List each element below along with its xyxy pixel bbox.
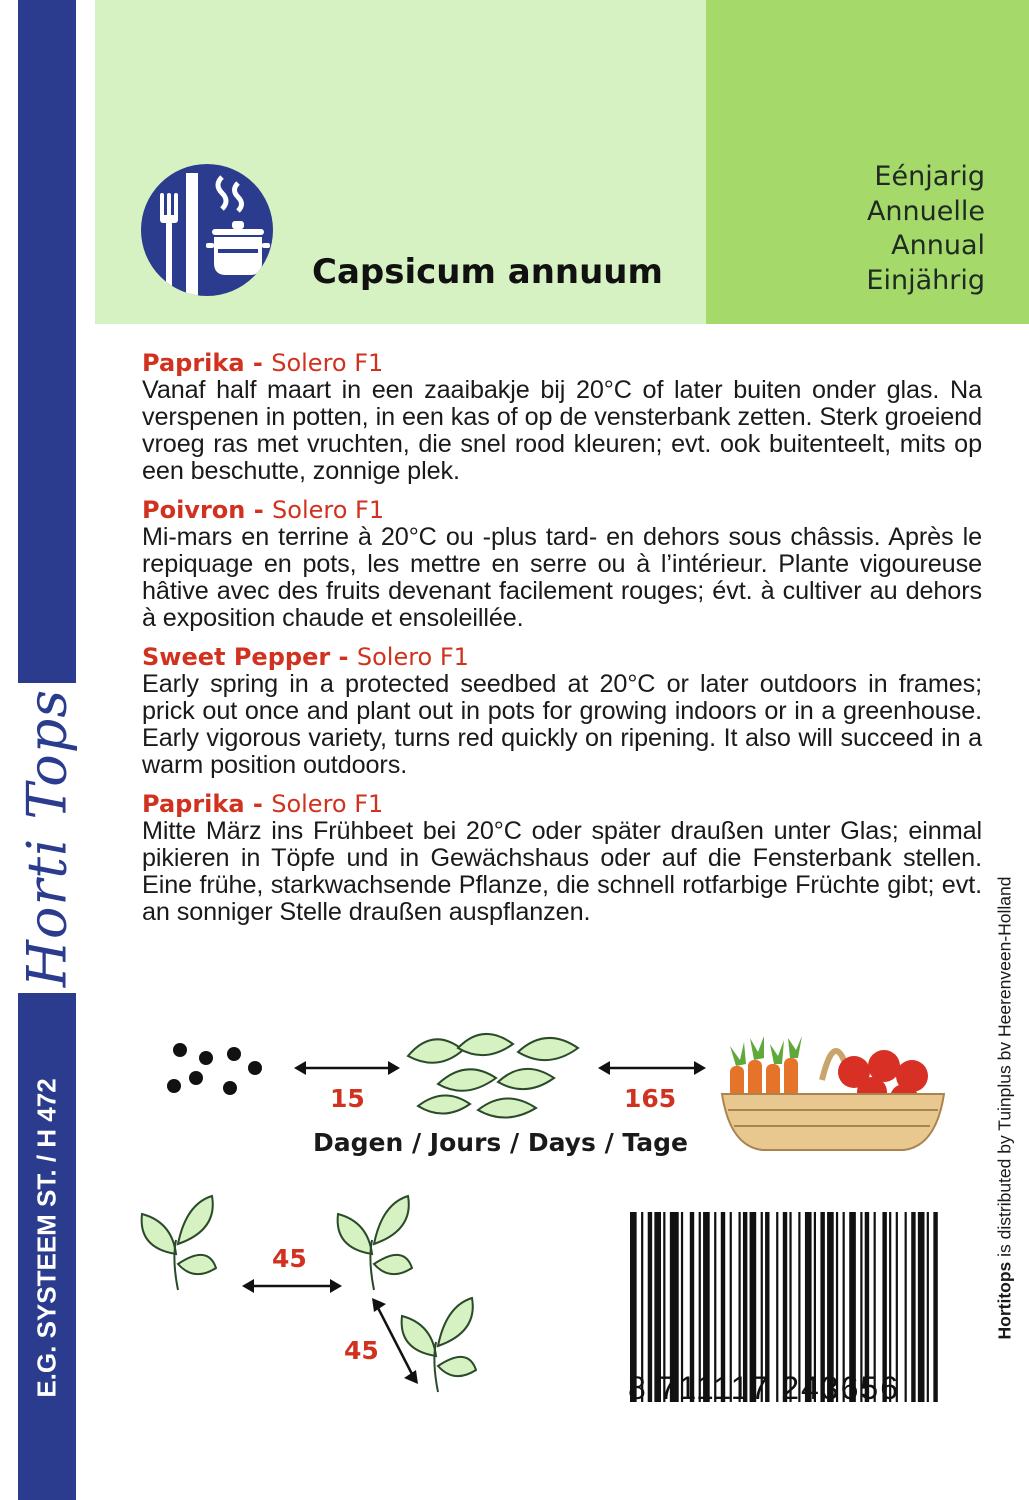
germination-days: 15 xyxy=(330,1084,365,1113)
lifecycle-labels xyxy=(866,160,985,298)
seedlings-icon xyxy=(398,1026,588,1122)
variety-name: Solero F1 xyxy=(271,790,384,818)
section-body: Mi-mars en terrine à 20°C ou -plus tard- en dehors sous châssis. Après le repiquage en pots, les mettre en serre ou à l’intérieur. Plante vigoureuse hâtive avec des fruits devenant facilement rouges; évt. à cultiver au dehors à exposition chaude et ensoleillée. xyxy=(142,523,982,632)
variety-name: Solero F1 xyxy=(356,643,469,671)
section-french xyxy=(142,497,982,632)
double-arrow-icon xyxy=(292,1058,402,1078)
harvest-days: 165 xyxy=(624,1084,677,1113)
distributor-text: is distributed by Tuinplus bv Heerenveen-Holland xyxy=(994,876,1015,1262)
crop-name: Paprika - xyxy=(142,349,272,377)
lifecycle-de: Einjährig xyxy=(866,264,985,296)
harvest-basket-icon xyxy=(714,1020,954,1160)
barcode-bar xyxy=(911,1212,915,1402)
barcode-bar xyxy=(905,1212,907,1402)
crop-name: Poivron - xyxy=(142,496,273,524)
barcode-bar xyxy=(918,1212,925,1402)
crop-name: Paprika - xyxy=(142,790,272,818)
plant-spacing: 45 xyxy=(344,1336,379,1365)
row-spacing: 45 xyxy=(272,1244,307,1273)
species-name: Capsicum annuum xyxy=(312,252,663,292)
section-german xyxy=(142,791,982,926)
crop-name: Sweet Pepper - xyxy=(142,643,357,671)
seeds-icon xyxy=(160,1040,270,1100)
section-title xyxy=(142,791,982,818)
section-dutch xyxy=(142,350,982,485)
lifecycle-fr: Annuelle xyxy=(866,195,985,227)
variety-name: Solero F1 xyxy=(272,496,385,524)
section-title xyxy=(142,497,982,524)
barcode-bar xyxy=(927,1212,929,1402)
barcode-bar xyxy=(933,1212,937,1402)
double-arrow-icon xyxy=(240,1276,344,1296)
plant-icon xyxy=(334,1194,414,1294)
distributor-note xyxy=(995,877,1016,1340)
section-body: Vanaf half maart in een zaaibakje bij 20°C of later buiten onder glas. Na verspenen in potten, in een kas of op de vensterbank zetten. Sterk groeiend vroeg ras met vruchten, die snel rood kleuren; evt. ook buitenteelt, mits op een beschutte, zonnige plek. xyxy=(142,376,982,485)
section-title xyxy=(142,350,982,377)
plant-icon xyxy=(138,1194,218,1294)
days-label: Dagen / Jours / Days / Tage xyxy=(313,1128,688,1157)
section-body: Early spring in a protected seedbed at 20°C or later outdoors in frames; prick out once and plant out in pots for growing indoors or in a greenhouse. Early vigorous variety, turns red quickly on ripening. It also will succeed in a warm position outdoors. xyxy=(142,670,982,779)
barcode-number: 8 711117 243656 xyxy=(628,1370,901,1406)
double-arrow-icon xyxy=(596,1058,708,1078)
kitchen-vegetable-icon xyxy=(140,163,274,297)
variety-name: Solero F1 xyxy=(271,349,384,377)
section-english xyxy=(142,644,982,779)
system-code: E.G. SYSTEEM ST. / H 472 xyxy=(31,1078,62,1398)
brand-logo-text: Horti Tops xyxy=(15,688,79,988)
lifecycle-nl: Eénjarig xyxy=(874,161,985,192)
lifecycle-en: Annual xyxy=(891,230,985,261)
section-title xyxy=(142,644,982,671)
section-body: Mitte März ins Frühbeet bei 20°C oder später draußen unter Glas; einmal pikieren in Töpfe und in Gewächshaus oder auf die Fensterbank stellen. Eine frühe, starkwachsende Pflanze, die schnell rotfarbige Früchte gibt; evt. an sonniger Stelle draußen auspflanzen. xyxy=(142,817,982,926)
distributor-brand: Hortitops xyxy=(994,1261,1015,1340)
sowing-instructions xyxy=(142,350,982,938)
